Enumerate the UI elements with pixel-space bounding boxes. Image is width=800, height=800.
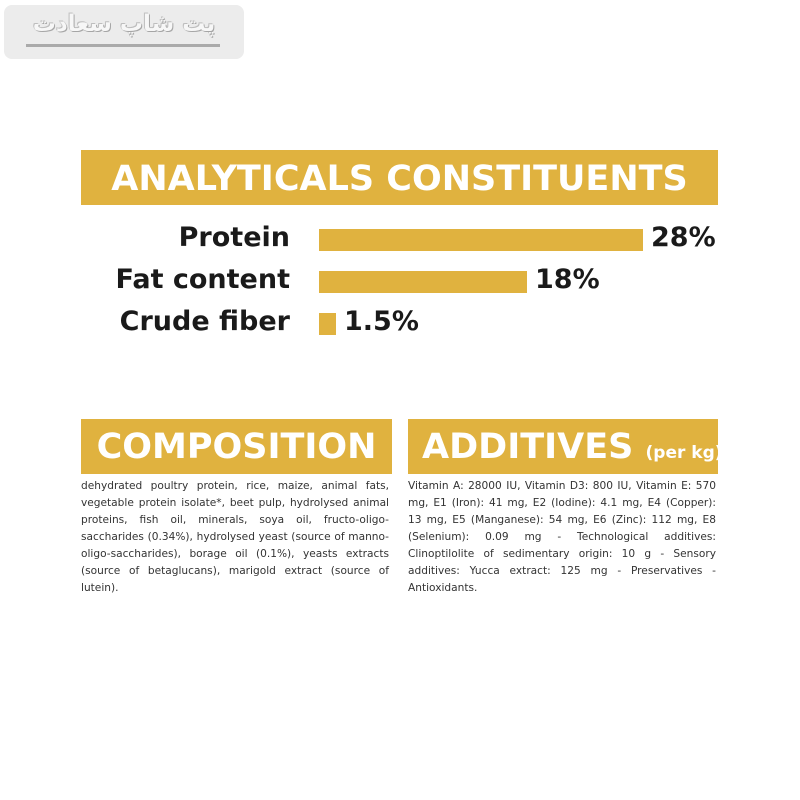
nutrient-label-fiber: Crude fiber <box>119 306 290 337</box>
nutrient-bar-fat <box>319 271 527 293</box>
nutrient-bar-protein <box>319 229 643 251</box>
watermark-logo <box>4 5 244 59</box>
nutrient-value-protein: 28% <box>651 222 716 253</box>
composition-text: dehydrated poultry protein, rice, maize, animal fats, vegetable protein isolate*, beet pulp, hydrolysed animal proteins, fish oil, minerals, soya oil, fructo-oligo-saccharides (0.34%), hydrolysed yeast (source of manno-oligo-saccharides), borage oil (0.1%), yeasts extracts (source of betaglucans), marigold extract (source of lutein). <box>81 480 389 594</box>
nutrient-value-fiber: 1.5% <box>344 306 419 337</box>
additives-text: Vitamin A: 28000 IU, Vitamin D3: 800 IU, Vitamin E: 570 mg, E1 (Iron): 41 mg, E2 (Iodine): 4.1 mg, E4 (Copper): 13 mg, E5 (Manganese): 54 mg, E6 (Zinc): 112 mg, E8 (Selenium): 0.09 mg - Technological additives: Clinoptilolite of sedimentary origin: 10 g - Sensory additives: Yucca extract: 125 mg - Preservatives - Antioxidants. <box>408 480 716 594</box>
additives-unit: (per kg) <box>645 443 723 463</box>
analytics-title: ANALYTICALS CONSTITUENTS <box>81 150 718 205</box>
composition-title: COMPOSITION <box>81 419 392 474</box>
watermark-underline <box>26 44 220 47</box>
nutrient-label-fat: Fat content <box>115 264 290 295</box>
additives-title-text: ADDITIVES <box>422 427 634 467</box>
watermark-text: پت شاپ سعادت <box>32 11 216 37</box>
nutrient-label-protein: Protein <box>178 222 290 253</box>
additives-title <box>408 419 723 474</box>
nutrient-bar-fiber <box>319 313 336 335</box>
nutrient-value-fat: 18% <box>535 264 600 295</box>
